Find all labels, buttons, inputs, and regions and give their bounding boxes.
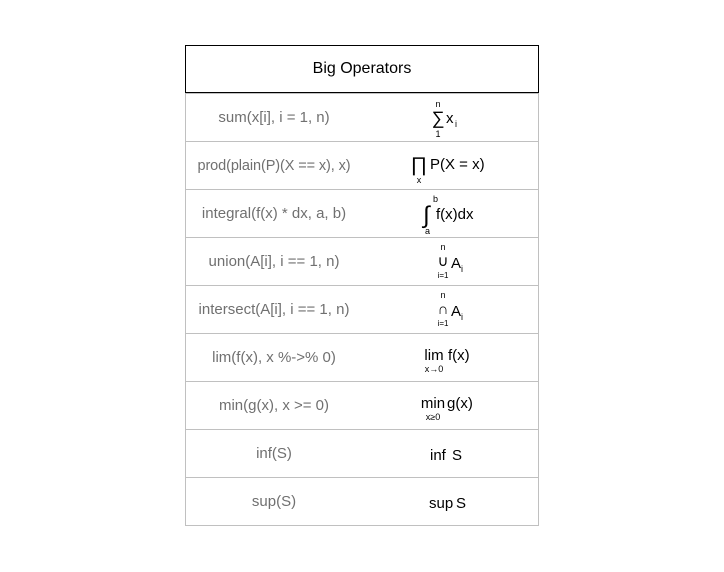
prod-formula (408, 144, 492, 188)
code-cell: sup(S) (186, 478, 362, 525)
integral-operator: ∫ (423, 201, 430, 229)
upper-limit: n (435, 98, 441, 109)
operand: S (456, 494, 467, 512)
operand: S (452, 446, 463, 464)
inf-formula (430, 432, 470, 476)
min-formula (419, 384, 481, 428)
formula-cell (362, 286, 538, 333)
table-title: Big Operators (185, 45, 539, 93)
formula-cell (362, 142, 538, 189)
formula-cell (362, 94, 538, 141)
union-operator: ∪ (437, 252, 449, 270)
upper-limit: n (440, 241, 446, 252)
formula-cell (362, 238, 538, 285)
lim-operator: lim (424, 346, 444, 364)
table-row (186, 381, 538, 429)
code-cell: min(g(x), x >= 0) (186, 382, 362, 429)
inf-operator: inf (430, 446, 446, 464)
lower-limit: 1 (435, 128, 441, 139)
table-row (186, 477, 538, 525)
intersect-formula (425, 288, 475, 332)
operand: A (451, 302, 462, 320)
union-formula (425, 240, 475, 284)
intersect-operator: ∩ (437, 300, 449, 318)
table-row (186, 189, 538, 237)
table-row (186, 285, 538, 333)
sup-operator: sup (429, 494, 454, 512)
subscript: i (461, 263, 463, 274)
code-cell: lim(f(x), x %->% 0) (186, 334, 362, 381)
table-row (186, 333, 538, 381)
subscript: i (455, 118, 457, 129)
operand: A (451, 254, 462, 272)
code-cell: union(A[i], i == 1, n) (186, 238, 362, 285)
lower-limit: x (416, 174, 422, 185)
prod-operator: ∏ (410, 153, 428, 176)
code-cell: sum(x[i], i = 1, n) (186, 94, 362, 141)
sum-formula (420, 96, 480, 140)
code-cell: prod(plain(P)(X == x), x) (186, 142, 362, 189)
lower-limit: i=1 (437, 318, 449, 328)
operand: x (446, 109, 454, 127)
code-cell: intersect(A[i], i == 1, n) (186, 286, 362, 333)
lower-limit: a (425, 225, 431, 236)
lower-limit: x≥0 (425, 411, 441, 422)
table-row (186, 429, 538, 477)
code-cell: inf(S) (186, 430, 362, 477)
formula-cell (362, 334, 538, 381)
lower-limit: x→0 (424, 363, 444, 374)
subscript: i (461, 311, 463, 322)
operand: f(x)dx (436, 205, 474, 223)
min-operator: min (420, 394, 446, 412)
integral-formula (417, 192, 483, 236)
upper-limit: n (440, 289, 446, 300)
operand: g(x) (447, 394, 473, 412)
operand: f(x) (448, 346, 470, 364)
operand: P(X = x) (430, 155, 485, 173)
formula-cell (362, 430, 538, 477)
formula-cell (362, 190, 538, 237)
table-row (186, 237, 538, 285)
sup-formula (429, 480, 471, 524)
code-cell: integral(f(x) * dx, a, b) (186, 190, 362, 237)
upper-limit: b (433, 193, 439, 204)
lim-formula (420, 336, 480, 380)
table-row (186, 141, 538, 189)
lower-limit: i=1 (437, 270, 449, 280)
sum-operator: ∑ (431, 107, 445, 128)
big-operators-table (185, 45, 539, 526)
formula-cell (362, 382, 538, 429)
formula-cell (362, 478, 538, 525)
table-row (186, 93, 538, 141)
